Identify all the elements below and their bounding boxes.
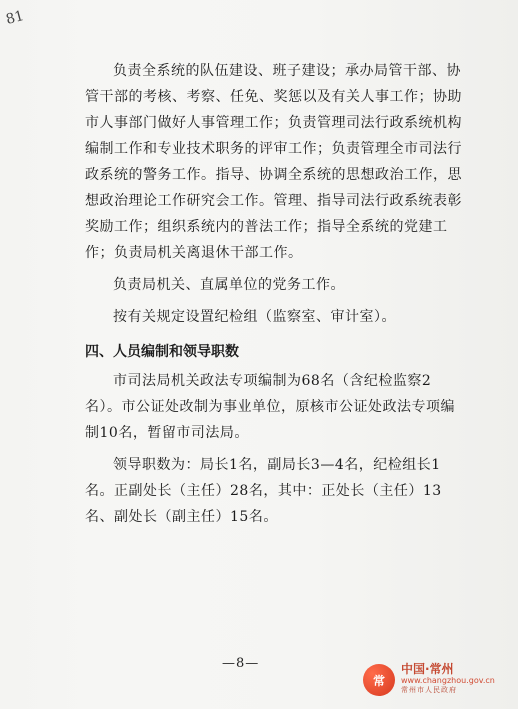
logo-subtitle: 常州市人民政府 xyxy=(401,686,457,694)
logo-text xyxy=(401,662,495,695)
paragraph-staff-management: 负责全系统的队伍建设、班子建设；承办局管干部、协管干部的考核、考察、任免、奖惩以及有关人事工作；协助市人事部门做好人事管理工作；负责管理司法行政系统机构编制工作和专业技术职务的评审工作；负责管理全市司法行政系统的警务工作。指导、协调全系统的思想政治工作，思想政治理论工作研究会工作。管理、指导司法行政系统表彰奖励工作；组织系统内的普法工作；指导全系统的党建工作；负责局机关离退休干部工作。 xyxy=(85,63,462,261)
logo-title: 中国·常州 xyxy=(401,662,454,676)
page-number: —8— xyxy=(222,656,260,671)
logo-url: www.changzhou.gov.cn xyxy=(401,676,495,685)
logo-badge-icon: 常 xyxy=(363,664,395,696)
corner-mark: 81 xyxy=(4,7,26,29)
document-content xyxy=(85,58,465,530)
paragraph-staffing: 市司法局机关政法专项编制为68名（含纪检监察2名）。市公证处改制为事业单位，原核市公证处政法专项编制10名，暂留市司法局。 xyxy=(85,373,455,441)
paragraph-discipline-group: 按有关规定设置纪检组（监察室、审计室）。 xyxy=(113,309,396,325)
paragraph-party-work: 负责局机关、直属单位的党务工作。 xyxy=(113,277,345,293)
paragraph-leadership-count: 领导职数为：局长1名，副局长3—4名，纪检组长1名。正副处长（主任）28名，其中：正处长（主任）13名、副处长（副主任）15名。 xyxy=(85,457,442,525)
government-logo xyxy=(363,662,508,704)
section-heading-staffing: 四、人员编制和领导职数 xyxy=(85,344,239,360)
